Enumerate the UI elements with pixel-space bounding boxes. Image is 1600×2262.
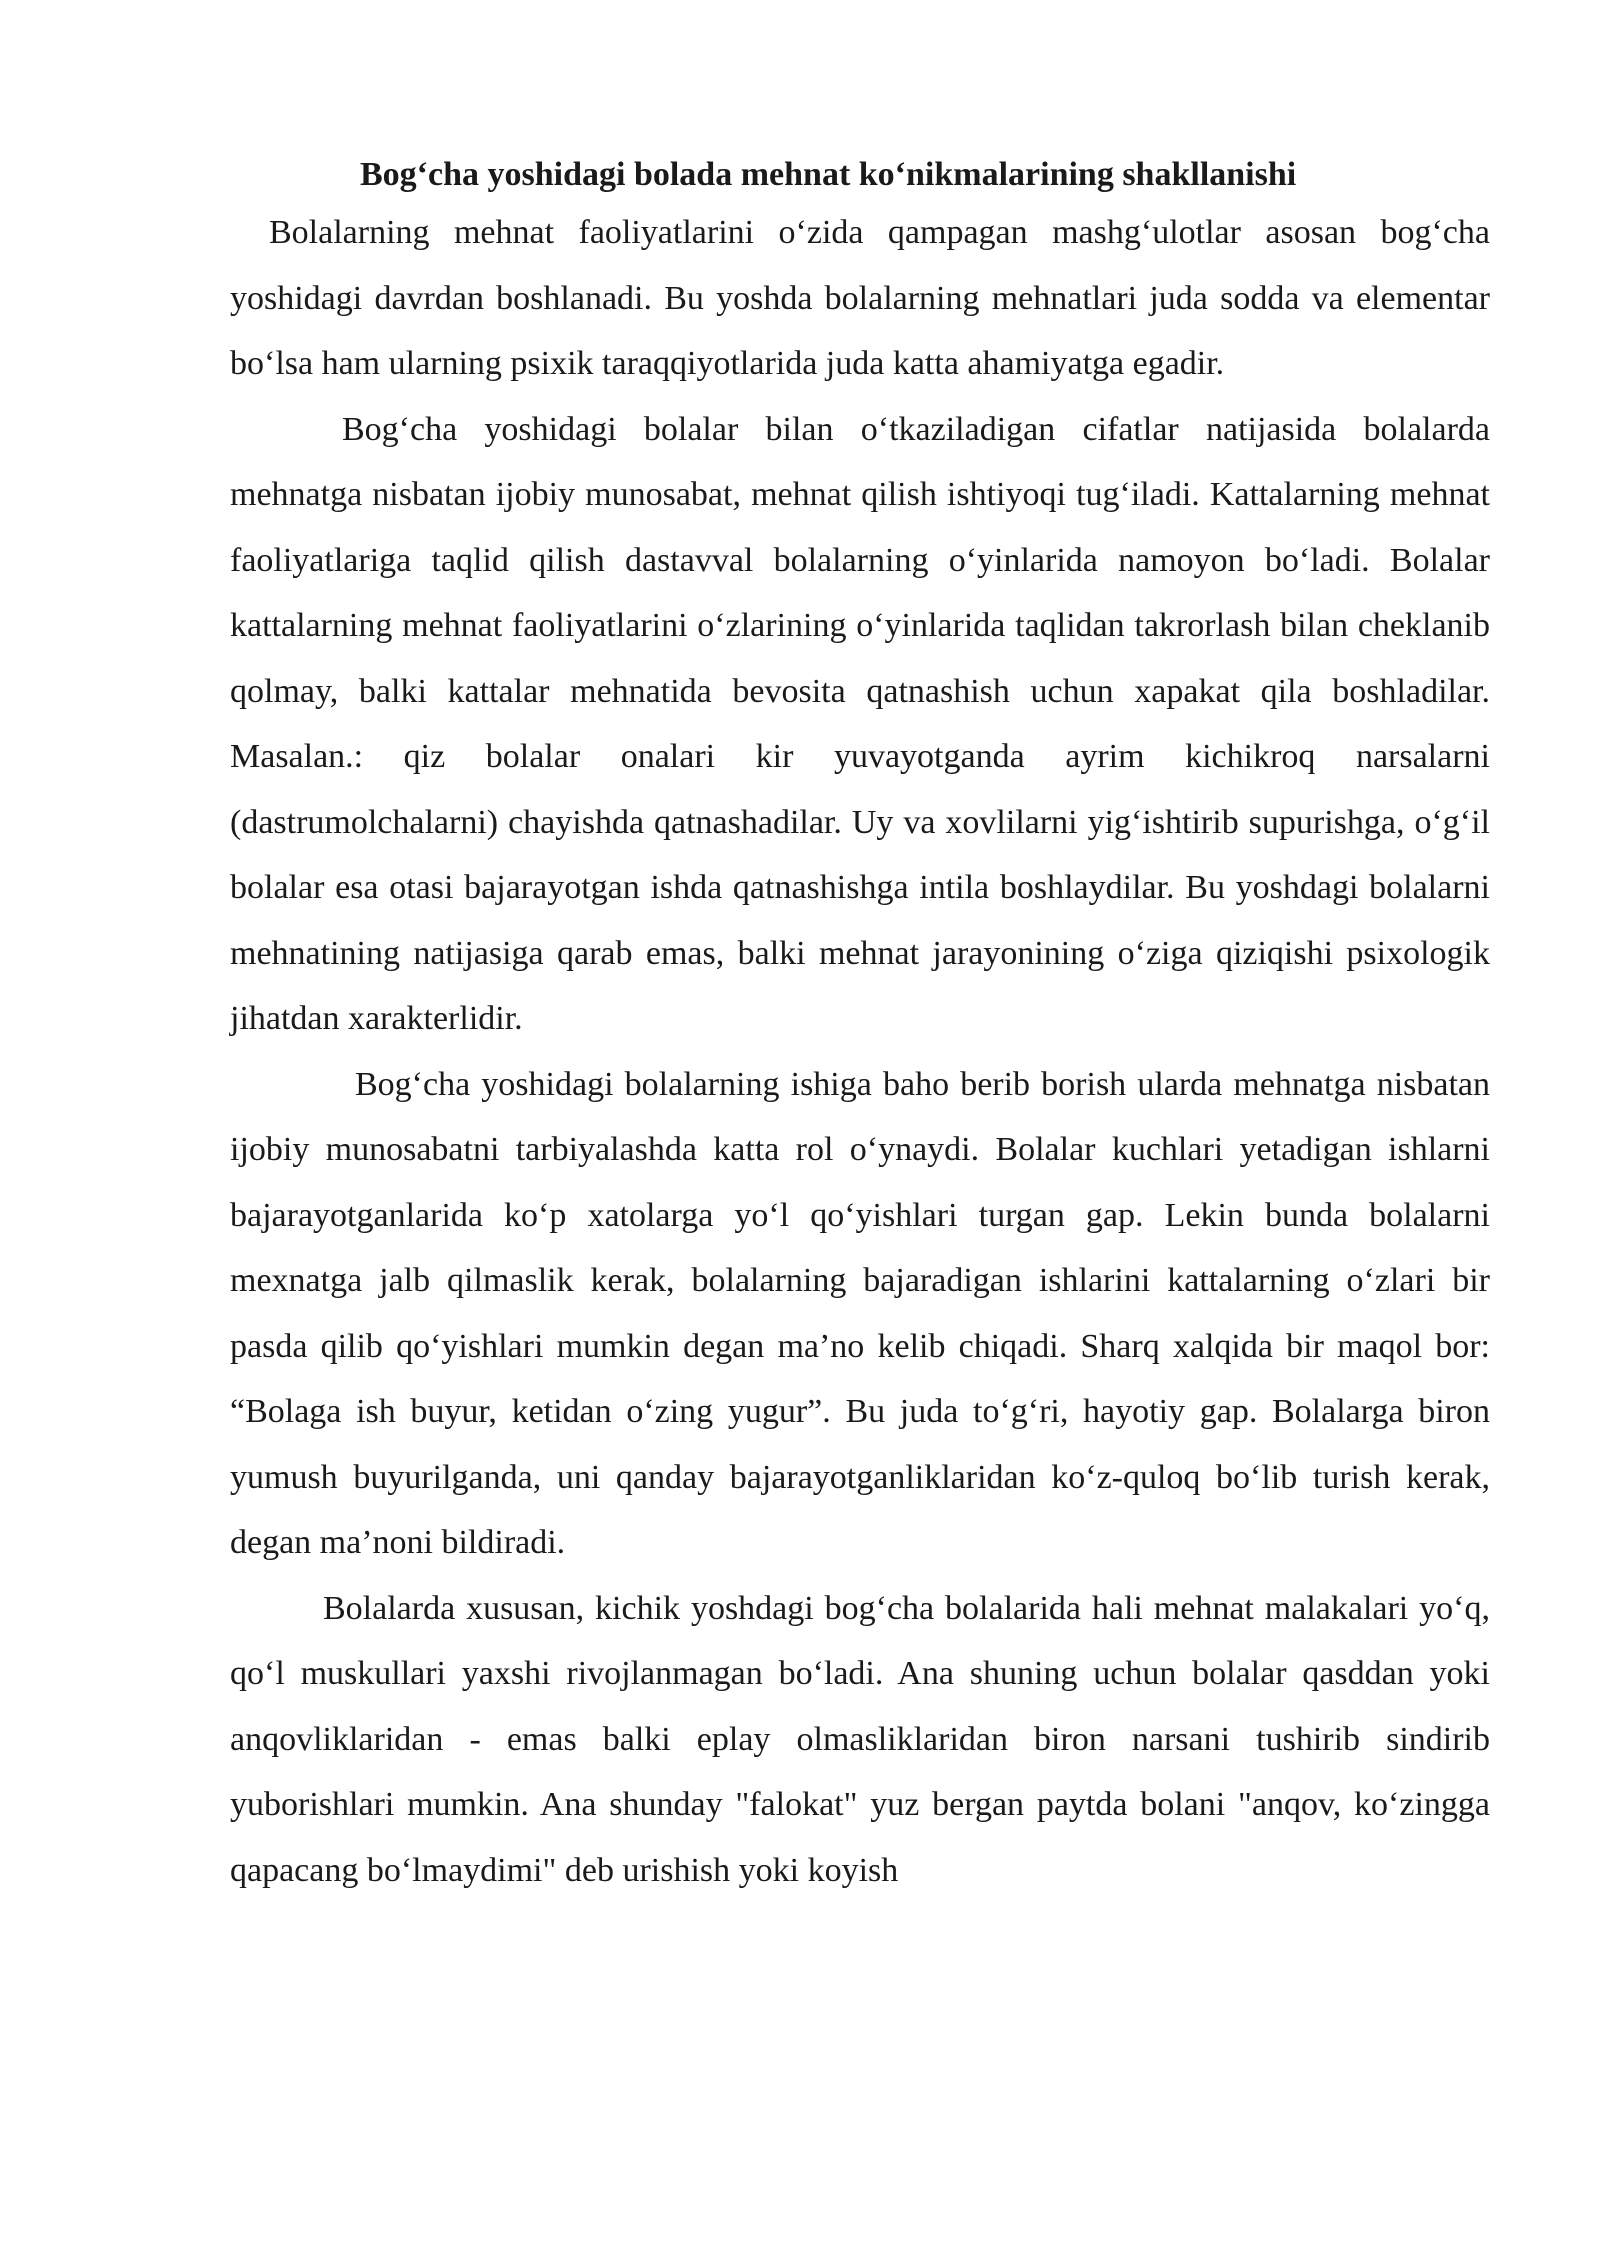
paragraph-1: Bolalarning mehnat faoliyatlarini o‘zida qampagan mashg‘ulotlar asosan bog‘cha yoshidagi davrdan boshlanadi. Bu yoshda bolalarning mehnatlari juda sodda va elementar bo‘lsa ham ularning psixik taraqqiyotlarida juda katta ahamiyatga egadir. (230, 214, 1490, 382)
paragraph-2: Bog‘cha yoshidagi bolalar bilan o‘tkaziladigan cifatlar natijasida bolalarda mehnatga nisbatan ijobiy munosabat, mehnat qilish ishtiyoqi tug‘iladi. Kattalarning mehnat faoliyatlariga taqlid qilish dastavval bolalarning o‘yinlarida namoyon bo‘ladi. Bolalar kattalarning mehnat faoliyatlarini o‘zlarining o‘yinlarida taqlidan takrorlash bilan cheklanib qolmay, balki kattalar mehnatida bevosita qatnashish uchun xapakat qila boshladilar. Masalan.: qiz bolalar onalari kir yuvayotganda ayrim kichikroq narsalarni (dastrumolchalarni) chayishda qatnashadilar. Uy va xovlilarni yig‘ishtirib supurishga, o‘g‘il bolalar esa otasi bajarayotgan ishda qatnashishga intila boshlaydilar. Bu yoshdagi bolalarni mehnatining natijasiga qarab emas, balki mehnat jarayonining o‘ziga qiziqishi psixologik jihatdan xarakterlidir. (230, 410, 1490, 1037)
document-title: Bog‘cha yoshidagi bolada mehnat ko‘nikmalarining shakllanishi (360, 156, 1297, 193)
document-page (230, 150, 1490, 1903)
paragraph-3: Bog‘cha yoshidagi bolalarning ishiga baho berib borish ularda mehnatga nisbatan ijobiy munosabatni tarbiyalashda katta rol o‘ynaydi. Bolalar kuchlari yetadigan ishlarni bajarayotganlarida ko‘p xatolarga yo‘l qo‘yishlari turgan gap. Lekin bunda bolalarni mexnatga jalb qilmaslik kerak, bolalarning bajaradigan ishlarini kattalarning o‘zlari bir pasda qilib qo‘yishlari mumkin degan ma’no kelib chiqadi. Sharq xalqida bir maqol bor: “Bolaga ish buyur, ketidan o‘zing yugur”. Bu juda to‘g‘ri, hayotiy gap. Bolalarga biron yumush buyurilganda, uni qanday bajarayotganliklaridan ko‘z-quloq bo‘lib turish kerak, degan ma’noni bildiradi. (230, 1065, 1490, 1561)
paragraph-4: Bolalarda xususan, kichik yoshdagi bog‘cha bolalarida hali mehnat malakalari yo‘q, qo‘l muskullari yaxshi rivojlanmagan bo‘ladi. Ana shuning uchun bolalar qasddan yoki anqovliklaridan - emas balki eplay olmasliklaridan biron narsani tushirib sindirib yuborishlari mumkin. Ana shunday "falokat" yuz bergan paytda bolani "anqov, ko‘zingga qapacang bo‘lmaydimi" deb urishish yoki koyish (230, 1589, 1490, 1889)
